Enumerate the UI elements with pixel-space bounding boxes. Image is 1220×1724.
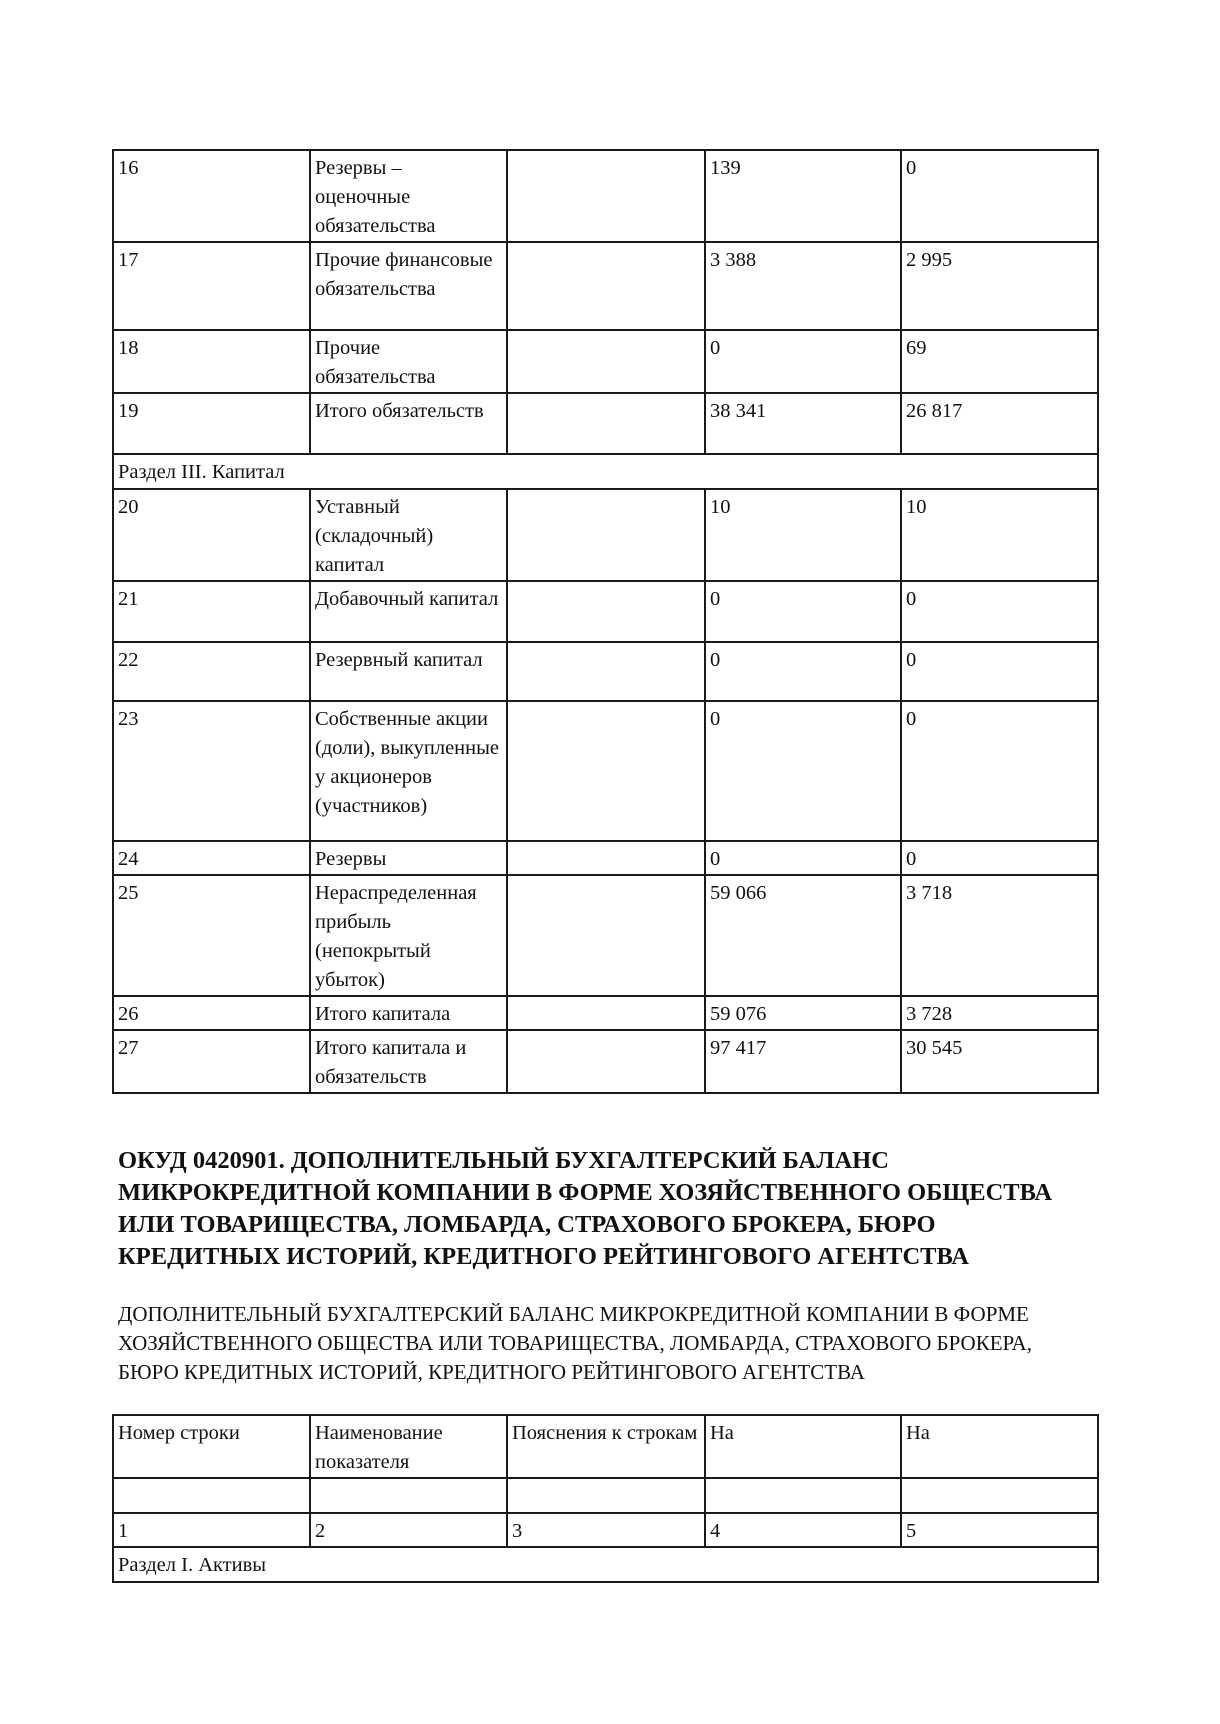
cell-v1: 0 [705, 581, 901, 642]
section-label: Раздел III. Капитал [113, 454, 1098, 489]
cell-name: Нераспределенная прибыль (непокрытый убыток) [310, 875, 507, 996]
cell-name: Итого обязательств [310, 393, 507, 454]
cell-v1: 38 341 [705, 393, 901, 454]
cell-v2: 0 [901, 701, 1098, 841]
column-numbers-row [113, 1513, 1098, 1547]
cell-v1: 59 066 [705, 875, 901, 996]
cell-note [507, 581, 705, 642]
cell-note [507, 841, 705, 875]
cell-num: 16 [113, 150, 310, 242]
cell-note [507, 875, 705, 996]
cell-num: 19 [113, 393, 310, 454]
cell-v2: 0 [901, 150, 1098, 242]
table-row [113, 330, 1098, 393]
cell-v1: 0 [705, 701, 901, 841]
cell-v1: 10 [705, 489, 901, 581]
section-row [113, 454, 1098, 489]
cell-note [507, 242, 705, 330]
cell-num: 25 [113, 875, 310, 996]
column-number-cell: 4 [705, 1513, 901, 1547]
cell-note [507, 330, 705, 393]
cell-name: Уставный (складочный) капитал [310, 489, 507, 581]
cell-name: Итого капитала [310, 996, 507, 1030]
table-row [113, 393, 1098, 454]
cell-note [507, 489, 705, 581]
section-row [113, 1547, 1098, 1582]
table-row [113, 242, 1098, 330]
form-title: ОКУД 0420901. ДОПОЛНИТЕЛЬНЫЙ БУХГАЛТЕРСКИЙ БАЛАНС МИКРОКРЕДИТНОЙ КОМПАНИИ В ФОРМЕ ХОЗЯЙСТВЕННОГО ОБЩЕСТВА ИЛИ ТОВАРИЩЕСТВА, ЛОМБАРДА, СТРАХОВОГО БРОКЕРА, БЮРО КРЕДИТНЫХ ИСТОРИЙ, КРЕДИТНОГО РЕЙТИНГОВОГО АГЕНТСТВА [118, 1147, 1053, 1270]
cell-v1: 139 [705, 150, 901, 242]
header-cell-v1: На [705, 1415, 901, 1478]
cell-note [507, 642, 705, 701]
cell-v2: 30 545 [901, 1030, 1098, 1093]
blank-cell [901, 1478, 1098, 1513]
blank-cell [507, 1478, 705, 1513]
header-cell-num: Номер строки [113, 1415, 310, 1478]
blank-cell [113, 1478, 310, 1513]
cell-v2: 0 [901, 581, 1098, 642]
table-row [113, 150, 1098, 242]
cell-num: 22 [113, 642, 310, 701]
cell-note [507, 393, 705, 454]
column-number-cell: 2 [310, 1513, 507, 1547]
table-header-row [113, 1415, 1098, 1478]
cell-note [507, 150, 705, 242]
cell-v1: 97 417 [705, 1030, 901, 1093]
table-row [113, 875, 1098, 996]
cell-v2: 69 [901, 330, 1098, 393]
cell-num: 21 [113, 581, 310, 642]
table-title: ДОПОЛНИТЕЛЬНЫЙ БУХГАЛТЕРСКИЙ БАЛАНС МИКРОКРЕДИТНОЙ КОМПАНИИ В ФОРМЕ ХОЗЯЙСТВЕННОГО ОБЩЕСТВА ИЛИ ТОВАРИЩЕСТВА, ЛОМБАРДА, СТРАХОВОГО БРОКЕРА, БЮРО КРЕДИТНЫХ ИСТОРИЙ, КРЕДИТНОГО РЕЙТИНГОВОГО АГЕНТСТВА [118, 1302, 1032, 1384]
cell-name: Прочие финансовые обязательства [310, 242, 507, 330]
cell-num: 17 [113, 242, 310, 330]
cell-num: 18 [113, 330, 310, 393]
blank-row [113, 1478, 1098, 1513]
cell-name: Добавочный капитал [310, 581, 507, 642]
cell-name: Резервный капитал [310, 642, 507, 701]
balance-continuation-table [112, 149, 1099, 1094]
header-cell-name: Наименование показателя [310, 1415, 507, 1478]
cell-num: 24 [113, 841, 310, 875]
cell-v1: 0 [705, 642, 901, 701]
cell-v2: 0 [901, 841, 1098, 875]
cell-v1: 0 [705, 841, 901, 875]
blank-cell [705, 1478, 901, 1513]
cell-v2: 26 817 [901, 393, 1098, 454]
cell-name: Собственные акции (доли), выкупленные у акционеров (участников) [310, 701, 507, 841]
cell-v2: 0 [901, 642, 1098, 701]
section-label: Раздел I. Активы [113, 1547, 1098, 1582]
table-row [113, 1030, 1098, 1093]
table-row [113, 841, 1098, 875]
cell-name: Резервы – оценочные обязательства [310, 150, 507, 242]
additional-balance-table [112, 1414, 1099, 1583]
table-row [113, 581, 1098, 642]
table-row [113, 642, 1098, 701]
cell-note [507, 701, 705, 841]
cell-v2: 2 995 [901, 242, 1098, 330]
column-number-cell: 5 [901, 1513, 1098, 1547]
cell-num: 20 [113, 489, 310, 581]
cell-num: 23 [113, 701, 310, 841]
cell-note [507, 996, 705, 1030]
table-row [113, 489, 1098, 581]
cell-v2: 10 [901, 489, 1098, 581]
cell-name: Резервы [310, 841, 507, 875]
cell-v2: 3 728 [901, 996, 1098, 1030]
header-cell-v2: На [901, 1415, 1098, 1478]
cell-v1: 59 076 [705, 996, 901, 1030]
cell-note [507, 1030, 705, 1093]
column-number-cell: 3 [507, 1513, 705, 1547]
cell-num: 26 [113, 996, 310, 1030]
cell-v1: 0 [705, 330, 901, 393]
cell-name: Прочие обязательства [310, 330, 507, 393]
blank-cell [310, 1478, 507, 1513]
cell-v2: 3 718 [901, 875, 1098, 996]
cell-name: Итого капитала и обязательств [310, 1030, 507, 1093]
table-row [113, 701, 1098, 841]
header-cell-note: Пояснения к строкам [507, 1415, 705, 1478]
column-number-cell: 1 [113, 1513, 310, 1547]
cell-v1: 3 388 [705, 242, 901, 330]
cell-num: 27 [113, 1030, 310, 1093]
table-row [113, 996, 1098, 1030]
